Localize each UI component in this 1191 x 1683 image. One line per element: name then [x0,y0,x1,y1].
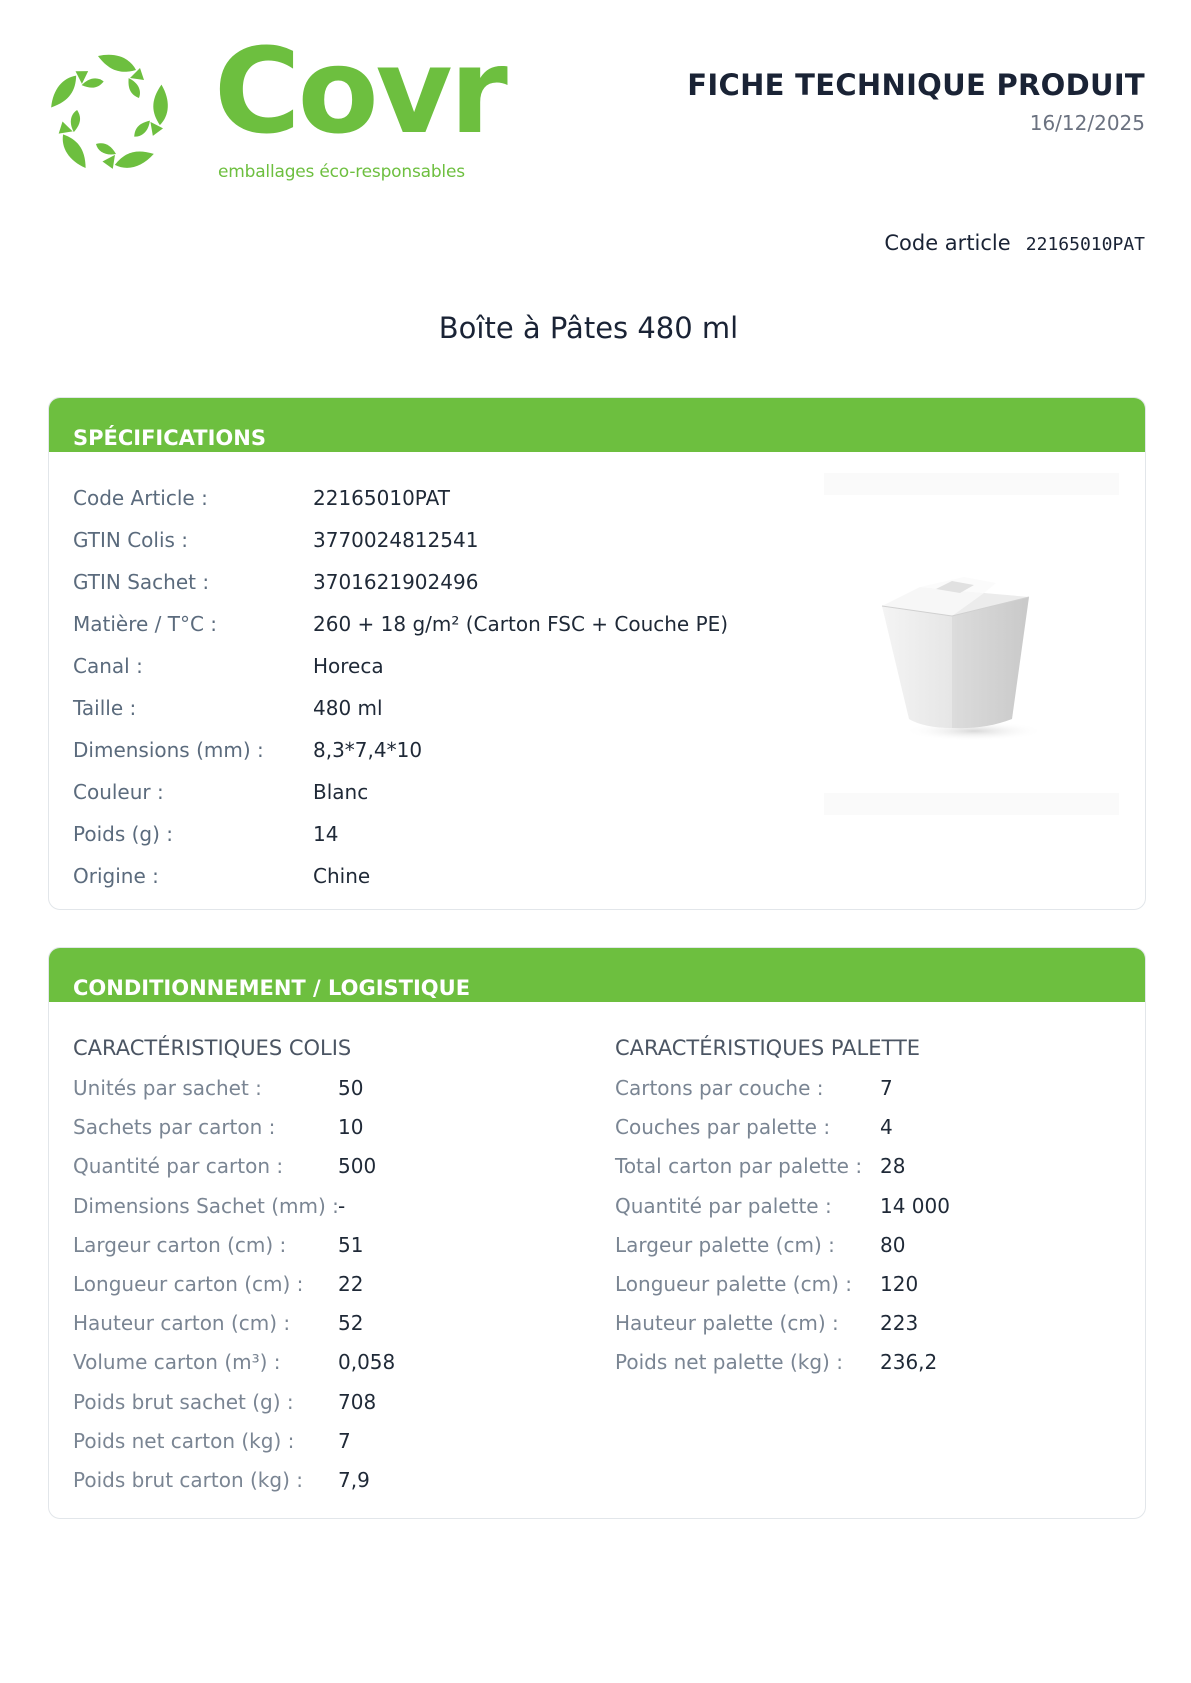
row-label: Dimensions (mm) : [73,738,264,762]
table-row [73,780,728,822]
row-value: 7 [880,1076,893,1100]
product-title [0,311,1191,345]
row-value: 500 [338,1154,377,1179]
table-row [73,1429,395,1468]
page-header [0,0,1191,200]
recycle-leaves-icon [46,50,174,178]
row-value: 8,3*7,4*10 [313,738,423,762]
row-label: Code Article : [73,486,208,510]
row-value: Horeca [313,654,384,678]
row-value: 0,058 [338,1350,396,1375]
row-label: Longueur palette (cm) : [615,1271,852,1296]
document-title: FICHE TECHNIQUE PRODUIT [687,68,1145,102]
table-row [615,1194,950,1233]
row-label: Quantité par palette : [615,1193,832,1218]
article-code-value: 22165010PAT [1025,234,1145,255]
row-label: Couleur : [73,780,164,804]
table-row [73,570,728,612]
table-row [73,1154,395,1193]
row-value: 14 [313,822,339,846]
palette-title: CARACTÉRISTIQUES PALETTE [615,1036,921,1060]
row-label: Canal : [73,654,143,678]
logistics-section [48,947,1146,1519]
table-row [73,654,728,696]
specifications-section [48,397,1146,910]
row-label: Total carton par palette : [615,1154,863,1179]
table-row [73,822,728,864]
table-row [73,1076,395,1115]
table-row [73,1115,395,1154]
palette-list [615,1076,950,1390]
row-value: 10 [338,1115,364,1140]
row-value: 223 [880,1311,919,1336]
logistics-heading: CONDITIONNEMENT / LOGISTIQUE [49,948,1145,1002]
table-row [615,1272,950,1311]
row-value: 22165010PAT [313,486,450,510]
row-label: Hauteur carton (cm) : [73,1311,291,1336]
row-label: Matière / T°C : [73,612,218,636]
row-label: Taille : [73,696,137,720]
table-row [615,1350,950,1389]
table-row [73,486,728,528]
row-label: Origine : [73,864,159,888]
row-label: Sachets par carton : [73,1115,276,1140]
row-label: Volume carton (m³) : [73,1350,281,1375]
row-label: Quantité par carton : [73,1154,284,1179]
row-label: Longueur carton (cm) : [73,1271,304,1296]
table-row [73,696,728,738]
row-value: 3701621902496 [313,570,479,594]
row-label: GTIN Colis : [73,528,189,552]
table-row [73,1272,395,1311]
colis-column [73,1036,395,1507]
brand-tagline: emballages éco-responsables [218,162,465,182]
pasta-box-image [824,473,1119,828]
row-label: Poids net carton (kg) : [73,1428,295,1453]
table-row [615,1076,950,1115]
brand-name: Covr [214,22,505,160]
row-value: 260 + 18 g/m² (Carton FSC + Couche PE) [313,612,729,636]
table-row [73,1233,395,1272]
specifications-heading: SPÉCIFICATIONS [49,398,1145,452]
specifications-list [73,486,728,906]
table-row [73,738,728,780]
row-label: Couches par palette : [615,1115,831,1140]
product-name: Boîte à Pâtes 480 ml [438,311,739,345]
row-label: Poids brut sachet (g) : [73,1389,294,1414]
table-row [615,1115,950,1154]
row-label: Dimensions Sachet (mm) : [73,1193,339,1218]
table-row [73,528,728,570]
row-label: GTIN Sachet : [73,570,210,594]
row-value: 4 [880,1115,893,1140]
table-row [73,1311,395,1350]
row-value: 7 [338,1428,351,1453]
row-value: 50 [338,1076,364,1100]
row-value: 3770024812541 [313,528,479,552]
colis-title: CARACTÉRISTIQUES COLIS [73,1036,352,1060]
row-value: 51 [338,1232,364,1257]
colis-list [73,1076,395,1507]
row-value: - [338,1193,346,1218]
row-label: Largeur palette (cm) : [615,1232,835,1257]
row-value: 52 [338,1311,364,1336]
row-value: 120 [880,1271,919,1296]
table-row [73,612,728,654]
row-value: 14 000 [880,1193,950,1218]
row-value: 7,9 [338,1467,370,1492]
article-code-label: Code article [884,231,1011,255]
row-value: 708 [338,1389,377,1414]
table-row [73,1390,395,1429]
palette-column [615,1036,950,1390]
row-value: 22 [338,1271,364,1296]
row-value: 236,2 [880,1350,938,1375]
row-value: Blanc [313,780,369,804]
table-row [73,1194,395,1233]
document-date: 16/12/2025 [1029,111,1145,135]
row-label: Cartons par couche : [615,1076,824,1100]
row-value: 80 [880,1232,906,1257]
table-row [615,1154,950,1193]
row-value: 480 ml [313,696,383,720]
table-row [73,864,728,906]
row-label: Poids brut carton (kg) : [73,1467,303,1492]
table-row [73,1350,395,1389]
table-row [73,1468,395,1507]
row-label: Largeur carton (cm) : [73,1232,287,1257]
article-code-line [884,231,1145,255]
row-label: Unités par sachet : [73,1076,262,1100]
table-row [615,1311,950,1350]
row-value: Chine [313,864,371,888]
row-label: Poids (g) : [73,822,174,846]
row-value: 28 [880,1154,906,1179]
row-label: Hauteur palette (cm) : [615,1311,839,1336]
row-label: Poids net palette (kg) : [615,1350,843,1375]
table-row [615,1233,950,1272]
brand-logo [46,22,505,194]
